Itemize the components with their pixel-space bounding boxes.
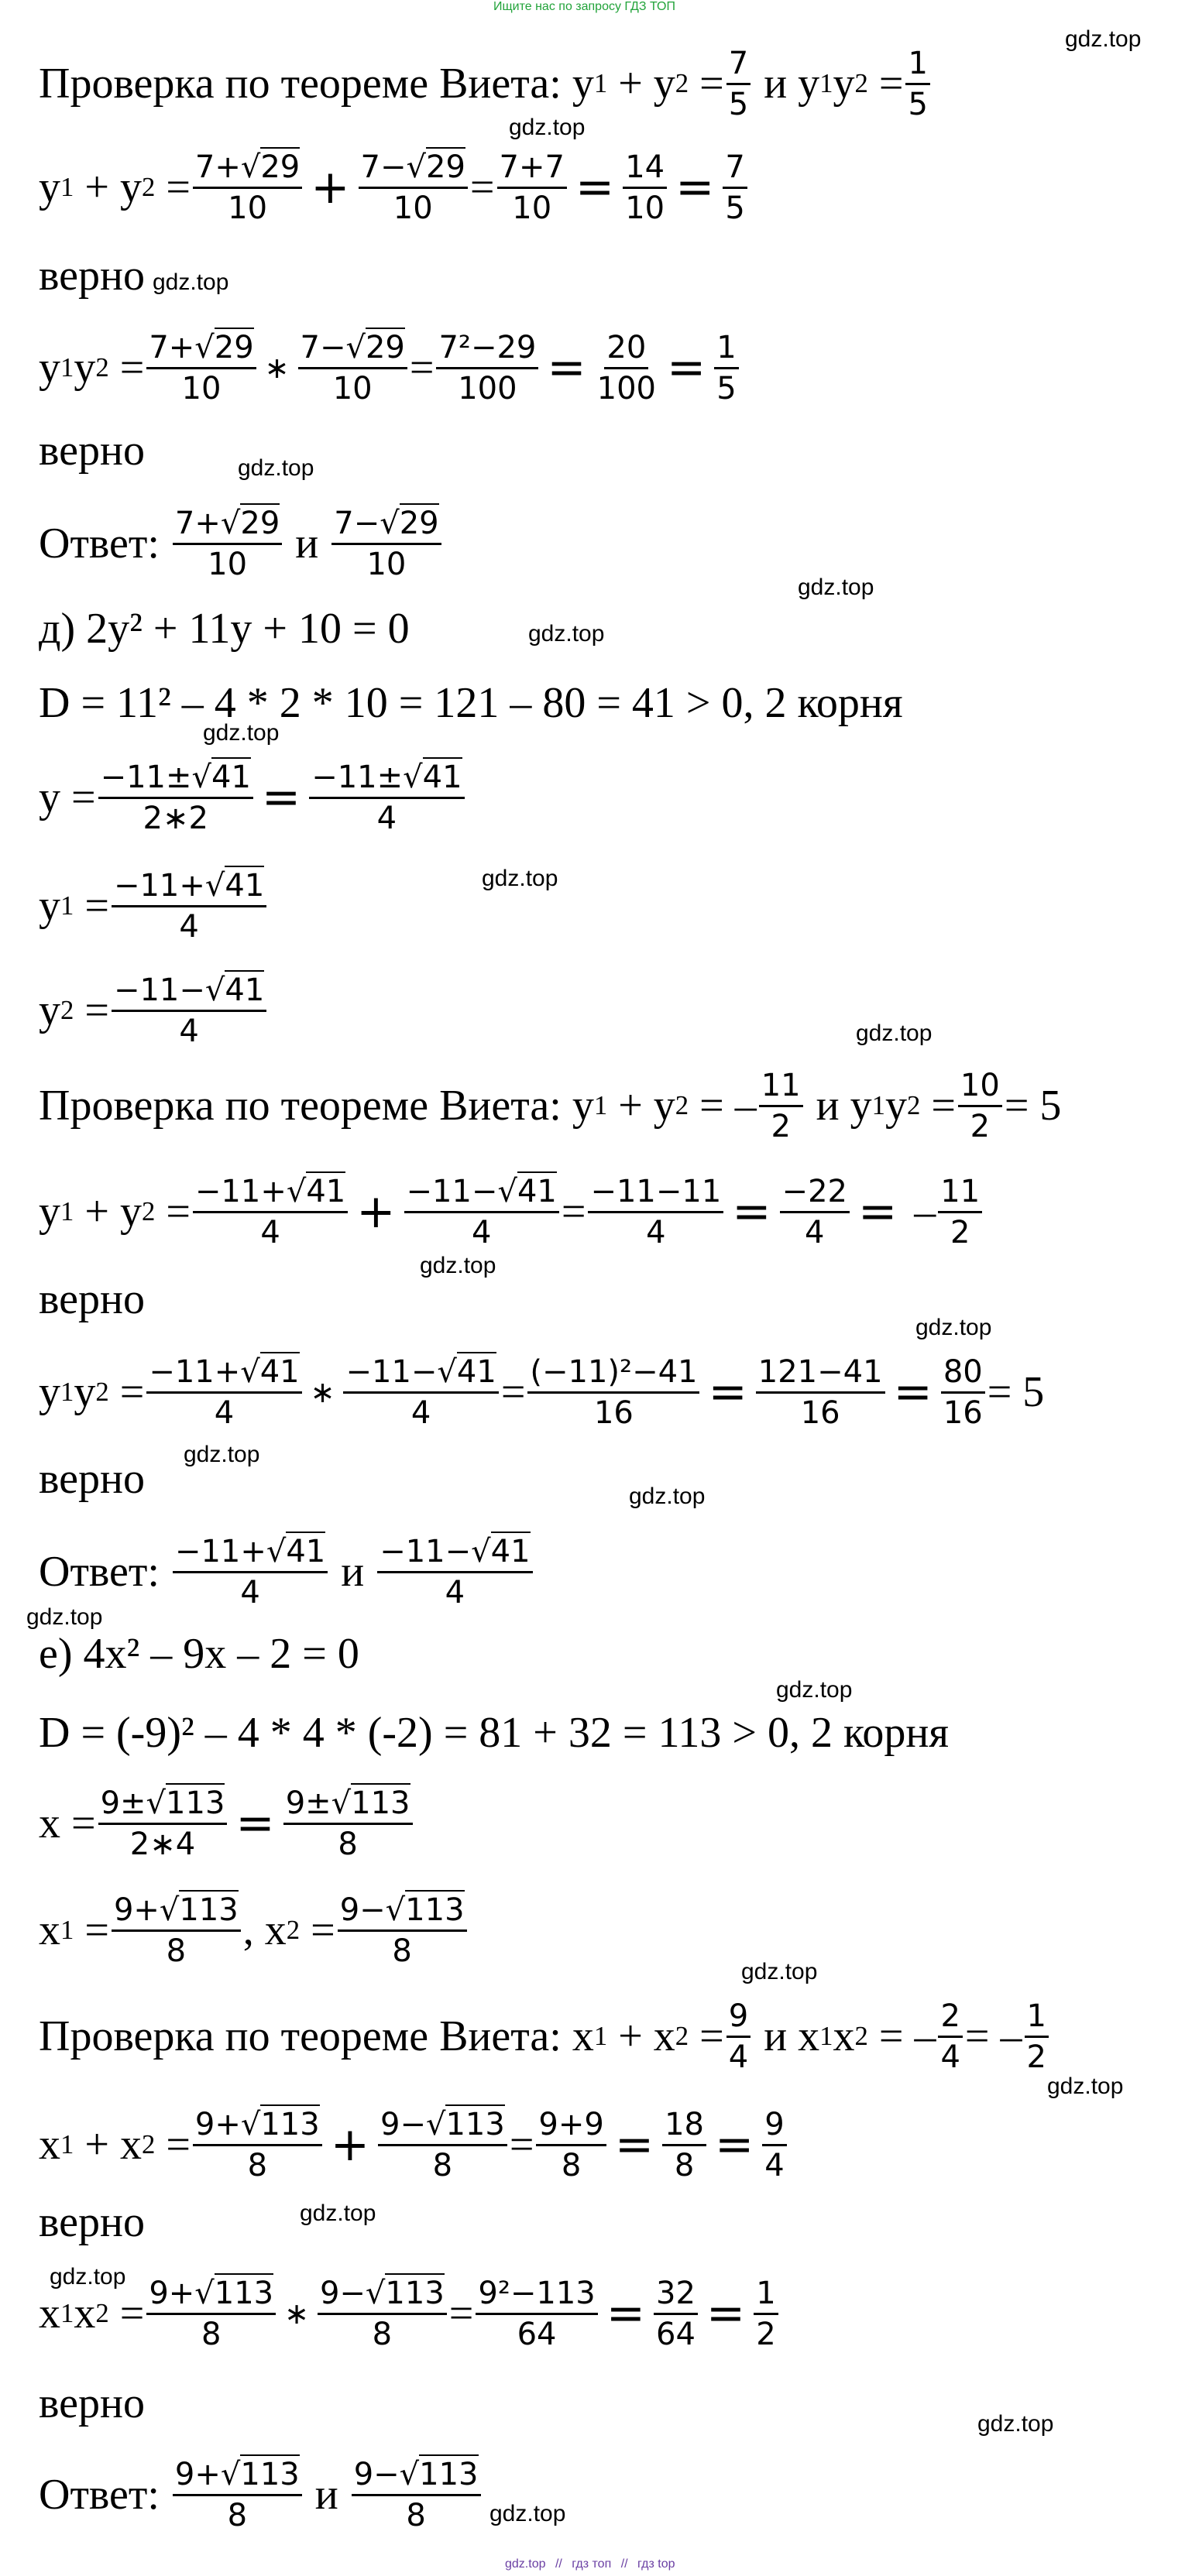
fraction: $\frac{-11\pm√41}{4}$ xyxy=(309,761,464,835)
fraction: $\frac{9}{4}$ xyxy=(762,2108,786,2182)
fraction: $\frac{-11+√41}{4}$ xyxy=(193,1175,348,1249)
answer-line-prev: Ответ: $\frac{7+√29}{10}$ и $\frac{7-√29}{10}$ xyxy=(39,497,444,590)
fraction: $\frac{14}{10}$ xyxy=(623,151,667,225)
fraction: $\frac{10}{2}$ xyxy=(958,1069,1002,1143)
fraction: $\frac{-11-√41}{4}$ xyxy=(377,1535,532,1609)
fraction: $\frac{-11-√41}{4}$ xyxy=(343,1356,498,1429)
fraction: $\frac{9\pm√113}{8}$ xyxy=(283,1787,413,1861)
watermark: gdz.top xyxy=(300,2200,376,2226)
fraction: $\frac{7}{5}$ xyxy=(726,47,750,121)
correct-text: верно xyxy=(39,427,145,475)
fraction: $\frac{-11+√41}{4}$ xyxy=(173,1535,328,1609)
d-product-line: y 1 y 2 = $\frac{-11+√41}{4}$ ∗ $\frac{-11-√41}{4}$ = $\frac{\text{(−11)²−41}}{16}$ = $\frac{121-41}{16}$ = $\frac{80}{16}$ = 5 xyxy=(39,1346,1044,1439)
fraction: $\frac{-11+√41}{4}$ xyxy=(112,870,266,943)
fraction: $\frac{32}{64}$ xyxy=(654,2277,698,2351)
fraction: $\frac{9-√113}{8}$ xyxy=(338,1894,467,1967)
fraction: $\frac{9-√113}{8}$ xyxy=(318,2277,447,2351)
footer-links xyxy=(502,2557,678,2571)
fraction: $\frac{7-√29}{10}$ xyxy=(359,151,468,225)
watermark: gdz.top xyxy=(629,1484,706,1509)
fraction: $\frac{9\pm√113}{2∗4}$ xyxy=(98,1787,228,1861)
fraction: $\frac{80}{16}$ xyxy=(941,1356,985,1429)
watermark: gdz.top xyxy=(915,1315,992,1340)
fraction: $\frac{\text{9²−113}}{64}$ xyxy=(476,2277,597,2351)
correct-text: верно xyxy=(39,1275,145,1323)
fraction: $\frac{9+√113}{8}$ xyxy=(193,2108,322,2182)
watermark: gdz.top xyxy=(509,115,586,140)
e-product-line: x 1 x 2 = $\frac{9+√113}{8}$ ∗ $\frac{9-√113}{8}$ = $\frac{\text{9²−113}}{64}$ = $\frac{32}{64}$ = $\frac{1}{2}$ xyxy=(39,2267,781,2360)
fraction: $\frac{7}{5}$ xyxy=(723,151,747,225)
d-y1: y 1 = $\frac{-11+√41}{4}$ xyxy=(39,859,269,952)
d-y2: y 2 = $\frac{-11-√41}{4}$ xyxy=(39,964,269,1057)
fraction: $\frac{-11+√41}{4}$ xyxy=(146,1356,301,1429)
d-roots-formula: y = $\frac{-11\pm√41}{2∗2}$ = $\frac{-11\pm√41}{4}$ xyxy=(39,751,467,844)
check-line-prev: Проверка по теореме Виета: y 1 + y 2 = $\frac{7}{5}$ и y 1 y 2 = $\frac{1}{5}$ xyxy=(39,37,933,130)
footer-link[interactable]: гдз топ xyxy=(572,2557,612,2571)
check-label: Проверка по теореме Виета: xyxy=(39,60,562,108)
correct-text: верно xyxy=(39,252,145,300)
fraction: $\frac{-22}{4}$ xyxy=(780,1175,850,1249)
fraction: $\frac{1}{2}$ xyxy=(1025,2000,1049,2073)
watermark: gdz.top xyxy=(153,269,229,295)
fraction: $\frac{7+√29}{10}$ xyxy=(193,151,302,225)
watermark: gdz.top xyxy=(50,2264,126,2290)
fraction: $\frac{1}{2}$ xyxy=(754,2277,778,2351)
fraction: $\frac{9+√113}{8}$ xyxy=(146,2277,276,2351)
footer-link[interactable]: гдз top xyxy=(637,2557,675,2571)
fraction: $\frac{7+7}{10}$ xyxy=(497,151,567,225)
product-line-prev: y 1 y 2 = $\frac{7+√29}{10}$ ∗ $\frac{7-√29}{10}$ = $\frac{\text{7²−29}}{100}$ = $\frac{20}{100}$ = $\frac{1}{5}$ xyxy=(39,321,741,414)
watermark: gdz.top xyxy=(420,1253,496,1278)
fraction: $\frac{9}{4}$ xyxy=(726,2000,750,2073)
part-d-discriminant: D = 11² – 4 * 2 * 10 = 121 – 80 = 41 > 0, 2 корня xyxy=(39,679,903,727)
d-sum-line: y 1 + y 2 = $\frac{-11+√41}{4}$ + $\frac{-11-√41}{4}$ = $\frac{-11-11}{4}$ = $\frac{-22}{4}$ = – $\frac{11}{2}$ xyxy=(39,1165,984,1258)
fraction: $\frac{11}{2}$ xyxy=(759,1069,803,1143)
footer-separator: // xyxy=(555,2557,562,2571)
d-answer-line: Ответ: $\frac{-11+√41}{4}$ и $\frac{-11-√41}{4}$ xyxy=(39,1525,535,1618)
fraction: $\frac{1}{5}$ xyxy=(714,331,738,405)
fraction: $\frac{121-41}{16}$ xyxy=(756,1356,885,1429)
watermark: gdz.top xyxy=(482,866,558,891)
sum-line-prev: y 1 + y 2 = $\frac{7+√29}{10}$ + $\frac{7-√29}{10}$ = $\frac{7+7}{10}$ = $\frac{14}{10}$ = $\frac{7}{5}$ xyxy=(39,141,750,234)
fraction: $\frac{\text{7²−29}}{100}$ xyxy=(436,331,538,405)
watermark: gdz.top xyxy=(528,621,605,647)
e-roots-formula: x = $\frac{9\pm√113}{2∗4}$ = $\frac{9\pm√113}{8}$ xyxy=(39,1777,415,1870)
fraction: $\frac{7-√29}{10}$ xyxy=(331,507,441,581)
fraction: $\frac{-11-√41}{4}$ xyxy=(404,1175,559,1249)
watermark: gdz.top xyxy=(184,1442,260,1467)
fraction: $\frac{11}{2}$ xyxy=(938,1175,982,1249)
watermark: gdz.top xyxy=(977,2411,1054,2437)
fraction: $\frac{9-√113}{8}$ xyxy=(378,2108,507,2182)
watermark: gdz.top xyxy=(741,1959,818,1984)
fraction: $\frac{2}{4}$ xyxy=(938,2000,962,2073)
watermark: gdz.top xyxy=(1065,26,1142,52)
footer-separator: // xyxy=(620,2557,628,2571)
watermark: gdz.top xyxy=(856,1020,933,1046)
fraction: $\frac{20}{100}$ xyxy=(596,329,657,406)
top-banner[interactable]: Ищите нас по запросу ГДЗ ТОП xyxy=(493,0,675,13)
footer-link[interactable]: gdz.top xyxy=(505,2557,546,2571)
fraction: $\frac{7-√29}{10}$ xyxy=(298,331,407,405)
e-check-line: Проверка по теореме Виета: x 1 + x 2 = $\frac{9}{4}$ и x 1 x 2 = – $\frac{2}{4}$ = – $\frac{1}{2}$ xyxy=(39,1990,1051,2083)
part-d-equation: д) 2y² + 11y + 10 = 0 xyxy=(39,605,410,653)
fraction: $\frac{-11-11}{4}$ xyxy=(588,1175,723,1249)
watermark: gdz.top xyxy=(489,2501,566,2526)
fraction: $\frac{9+√113}{8}$ xyxy=(173,2458,302,2532)
fraction: $\frac{-11-√41}{4}$ xyxy=(112,974,266,1048)
watermark: gdz.top xyxy=(203,720,280,746)
fraction: $\frac{\text{(−11)²−41}}{16}$ xyxy=(527,1356,699,1429)
watermark: gdz.top xyxy=(238,455,314,481)
correct-text: верно xyxy=(39,2198,145,2246)
watermark: gdz.top xyxy=(1047,2073,1124,2099)
fraction: $\frac{18}{8}$ xyxy=(662,2108,706,2182)
e-sum-line: x 1 + x 2 = $\frac{9+√113}{8}$ + $\frac{9-√113}{8}$ = $\frac{9+9}{8}$ = $\frac{18}{8}$ = $\frac{9}{4}$ xyxy=(39,2098,789,2191)
e-answer-line: Ответ: $\frac{9+√113}{8}$ и $\frac{9-√113}{8}$ xyxy=(39,2448,483,2541)
part-e-equation: е) 4x² – 9x – 2 = 0 xyxy=(39,1630,359,1678)
fraction: $\frac{1}{5}$ xyxy=(905,47,929,121)
fraction: $\frac{-11\pm√41}{2∗2}$ xyxy=(98,761,253,835)
fraction: $\frac{9+√113}{8}$ xyxy=(112,1894,241,1967)
fraction: $\frac{7+√29}{10}$ xyxy=(146,331,256,405)
watermark: gdz.top xyxy=(798,575,874,600)
d-check-line: Проверка по теореме Виета: y 1 + y 2 = – $\frac{11}{2}$ и y 1 y 2 = $\frac{10}{2}$ = 5 xyxy=(39,1067,1062,1144)
fraction: $\frac{7+√29}{10}$ xyxy=(173,507,282,581)
correct-text: верно xyxy=(39,1455,145,1503)
fraction: $\frac{9-√113}{8}$ xyxy=(352,2458,481,2532)
e-roots: x 1 = $\frac{9+√113}{8}$ , x 2 = $\frac{9-√113}{8}$ xyxy=(39,1884,469,1977)
fraction: $\frac{9+9}{8}$ xyxy=(536,2108,606,2182)
correct-text: верно xyxy=(39,2379,145,2427)
part-e-discriminant: D = (-9)² – 4 * 4 * (-2) = 81 + 32 = 113 > 0, 2 корня xyxy=(39,1709,950,1757)
watermark: gdz.top xyxy=(26,1604,103,1630)
watermark: gdz.top xyxy=(776,1677,853,1703)
